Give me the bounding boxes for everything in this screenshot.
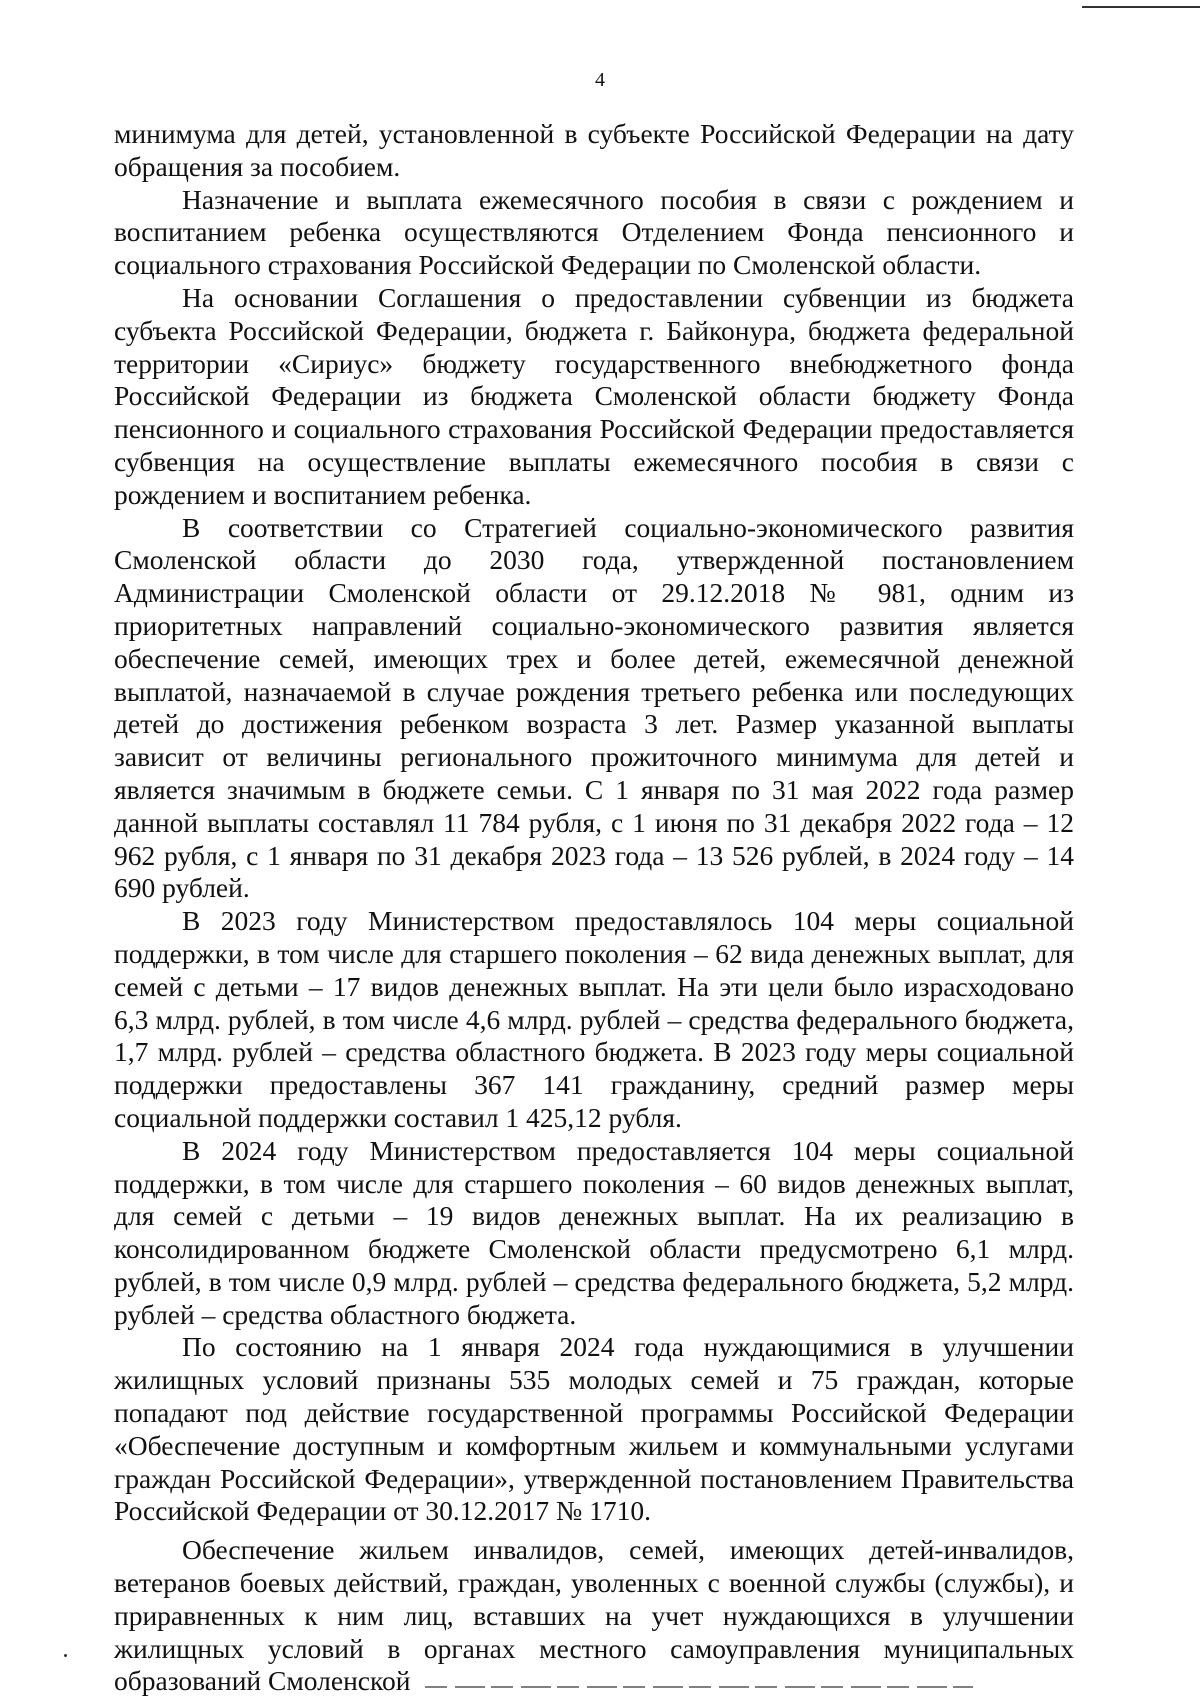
scan-artifact-dot (64, 1654, 67, 1657)
paragraph-housing-needs: По состоянию на 1 января 2024 года нуждающимися в улучшении жилищных условий признаны 535 молодых семей и 75 граждан, которые попадают под действие государственной программы Российской Федерации «Обеспечение доступным и комфортным жильем и коммунальными услугами граждан Российской Федерации», утвержденной постановлением Правительства Российской Федерации от 30.12.2017 № 1710. (114, 1331, 1074, 1527)
paragraph-support-2024: В 2024 году Министерством предоставляется 104 меры социальной поддержки, в том числе для старшего поколения – 60 видов денежных выплат, для семей с детьми – 19 видов денежных выплат. На их реализацию в консолидированном бюджете Смоленской области предусмотрено 6,1 млрд. рублей, в том числе 0,9 млрд. рублей – средства федерального бюджета, 5,2 млрд. рублей – средства областного бюджета. (114, 1134, 1074, 1330)
scan-top-rule (1082, 6, 1200, 8)
document-body (114, 118, 1074, 1698)
scan-bottom-line (425, 1686, 973, 1688)
paragraph-subvention-agreement: На основании Соглашения о предоставлении субвенции из бюджета субъекта Российской Федерации, бюджета г. Байконура, бюджета федеральной территории «Сириус» бюджету государственного внебюджетного фонда Российской Федерации из бюджета Смоленской области бюджету Фонда пенсионного и социального страхования Российской Федерации предоставляется субвенция на осуществление выплаты ежемесячного пособия в связи с рождением и воспитанием ребенка. (114, 281, 1074, 510)
paragraph-strategy-2030: В соответствии со Стратегией социально-экономического развития Смоленской области до 2030 года, утвержденной постановлением Администрации Смоленской области от 29.12.2018 № 981, одним из приоритетных направлений социально-экономического развития является обеспечение семей, имеющих трех и более детей, ежемесячной денежной выплатой, назначаемой в случае рождения третьего ребенка или последующих детей до достижения ребенком возраста 3 лет. Размер указанной выплаты зависит от величины регионального прожиточного минимума для детей и является значимым в бюджете семьи. С 1 января по 31 мая 2022 года размер данной выплаты составлял 11 784 рубля, с 1 июня по 31 декабря 2022 года – 12 962 рубля, с 1 января по 31 декабря 2023 года – 13 526 рублей, в 2024 году – 14 690 рублей. (114, 511, 1074, 904)
paragraph-support-2023: В 2023 году Министерством предоставлялось 104 меры социальной поддержки, в том числе для старшего поколения – 62 вида денежных выплат, для семей с детьми – 17 видов денежных выплат. На эти цели было израсходовано 6,3 млрд. рублей, в том числе 4,6 млрд. рублей – средства федерального бюджета, 1,7 млрд. рублей – средства областного бюджета. В 2023 году меры социальной поддержки предоставлены 367 141 гражданину, средний размер меры социальной поддержки составил 1 425,12 рубля. (114, 905, 1074, 1133)
paragraph-housing-provision: Обеспечение жильем инвалидов, семей, имеющих детей-инвалидов, ветеранов боевых действий, граждан, уволенных с военной службы (службы), и приравненных к ним лиц, вставших на учет нуждающихся в улучшении жилищных условий в органах местного самоуправления муниципальных образований Смоленской (114, 1534, 1074, 1697)
paragraph-continuation: минимума для детей, установленной в субъекте Российской Федерации на дату обращения за пособием. (114, 118, 1074, 182)
paragraph-benefit-assignment: Назначение и выплата ежемесячного пособия в связи с рождением и воспитанием ребенка осуществляются Отделением Фонда пенсионного и социального страхования Российской Федерации по Смоленской области. (114, 183, 1074, 281)
page-number: 4 (595, 69, 605, 91)
